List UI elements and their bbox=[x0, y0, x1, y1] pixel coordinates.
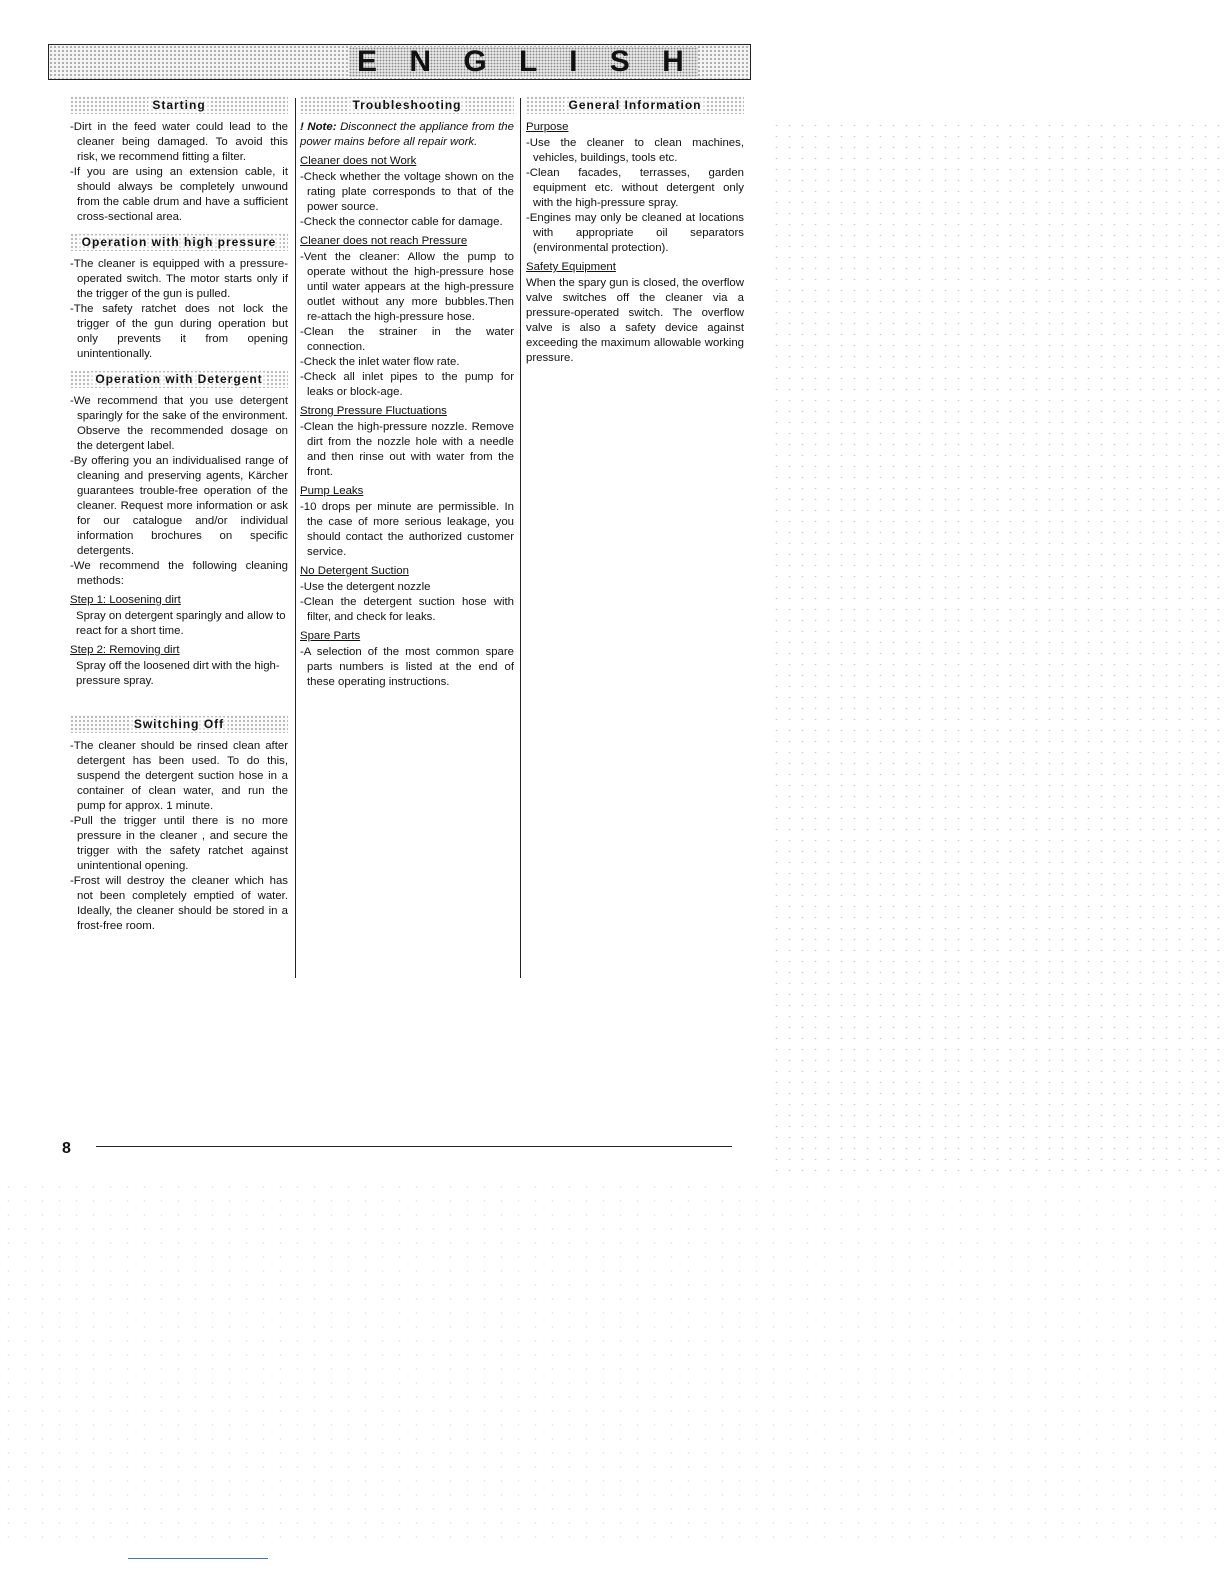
column-divider bbox=[520, 98, 521, 978]
list-item: -Clean the high-pressure nozzle. Remove dirt from the nozzle hole with a needle and then rinse out with water from the front. bbox=[300, 421, 514, 478]
safety-text: When the spary gun is closed, the overflow valve switches off the cleaner via a pressure-operated switch. The overflow valve is also a safety device against exceeding the maximum allowable working pressure. bbox=[526, 277, 744, 364]
subheading-not-work: Cleaner does not Work bbox=[300, 155, 417, 167]
footer-rule bbox=[96, 1146, 732, 1147]
list-item: -The safety ratchet does not lock the trigger of the gun during operation but only prevents it from opening unintentionally. bbox=[70, 303, 288, 360]
section-heading-switching-off: Switching Off bbox=[70, 715, 288, 733]
list-item: -We recommend that you use detergent sparingly for the sake of the environment. Observe the recommended dosage on the detergent label. bbox=[70, 395, 288, 452]
bottom-underline bbox=[128, 1558, 268, 1559]
subheading-spare-parts: Spare Parts bbox=[300, 630, 361, 642]
scan-noise bbox=[0, 1180, 1224, 1540]
column-middle bbox=[300, 96, 514, 690]
list-item: -Clean the detergent suction hose with filter, and check for leaks. bbox=[300, 596, 514, 623]
list-item: -Vent the cleaner: Allow the pump to operate without the high-pressure hose until water appears at the high-pressure outlet without any more bubbles.Then re-attach the high-pressure hose. bbox=[300, 251, 514, 323]
list-item: -The cleaner is equipped with a pressure-operated switch. The motor starts only if the trigger of the gun is pulled. bbox=[70, 258, 288, 300]
subheading-no-suction: No Detergent Suction bbox=[300, 565, 409, 577]
list-item: -The cleaner should be rinsed clean after detergent has been used. To do this, suspend the detergent suction hose in a container of clean water, and run the pump for approx. 1 minute. bbox=[70, 740, 288, 812]
step-1-heading: Step 1: Loosening dirt bbox=[70, 594, 181, 606]
subheading-fluctuations: Strong Pressure Fluctuations bbox=[300, 405, 447, 417]
list-item: -Clean the strainer in the water connection. bbox=[300, 326, 514, 353]
note bbox=[300, 120, 514, 150]
subheading-safety-equipment: Safety Equipment bbox=[526, 261, 616, 273]
note-text: Disconnect the appliance from the power mains before all repair work. bbox=[300, 121, 514, 148]
scan-noise bbox=[770, 120, 1224, 1180]
list-item: -If you are using an extension cable, it should always be completely unwound from the cable drum and have a sufficient cross-sectional area. bbox=[70, 166, 288, 223]
list-item: -Check the connector cable for damage. bbox=[300, 216, 503, 228]
section-heading-starting: Starting bbox=[70, 96, 288, 114]
section-heading-detergent: Operation with Detergent bbox=[70, 370, 288, 388]
page-number: 8 bbox=[62, 1140, 71, 1157]
list-item: -Use the cleaner to clean machines, vehicles, buildings, tools etc. bbox=[526, 137, 744, 164]
list-item: -Dirt in the feed water could lead to the cleaner being damaged. To avoid this risk, we recommend fitting a filter. bbox=[70, 121, 288, 163]
column-right bbox=[526, 96, 744, 370]
note-label: ! Note: bbox=[300, 121, 337, 133]
list-item: -A selection of the most common spare parts numbers is listed at the end of these operating instructions. bbox=[300, 646, 514, 688]
list-item: -10 drops per minute are permissible. In the case of more serious leakage, you should contact the authorized customer service. bbox=[300, 501, 514, 558]
list-item: -Use the detergent nozzle bbox=[300, 581, 431, 593]
column-left bbox=[70, 96, 288, 934]
list-item: -Engines may only be cleaned at locations with appropriate oil separators (environmental protection). bbox=[526, 212, 744, 254]
section-heading-general: General Information bbox=[526, 96, 744, 114]
list-item: -By offering you an individualised range of cleaning and preserving agents, Kärcher guarantees trouble-free operation of the cleaner. Request more information or ask for our catalogue and/or individual information brochures on specific detergents. bbox=[70, 455, 288, 557]
language-label: E N G L I S H bbox=[349, 47, 698, 77]
step-2-text: Spray off the loosened dirt with the high-pressure spray. bbox=[76, 660, 280, 687]
list-item: -Check all inlet pipes to the pump for leaks or block-age. bbox=[300, 371, 514, 398]
list-item: -Check the inlet water flow rate. bbox=[300, 356, 460, 368]
subheading-purpose: Purpose bbox=[526, 121, 569, 133]
section-heading-high-pressure: Operation with high pressure bbox=[70, 233, 288, 251]
subheading-pump-leaks: Pump Leaks bbox=[300, 485, 364, 497]
step-2-heading: Step 2: Removing dirt bbox=[70, 644, 180, 656]
list-item: -We recommend the following cleaning methods: bbox=[70, 560, 288, 587]
list-item: -Check whether the voltage shown on the rating plate corresponds to that of the power source. bbox=[300, 171, 514, 213]
column-divider bbox=[295, 98, 296, 978]
list-item: -Frost will destroy the cleaner which has not been completely emptied of water. Ideally, the cleaner should be stored in a frost-free room. bbox=[70, 875, 288, 932]
language-banner bbox=[48, 44, 751, 80]
list-item: -Pull the trigger until there is no more pressure in the cleaner , and secure the trigger with the safety ratchet against unintentional opening. bbox=[70, 815, 288, 872]
step-1-text: Spray on detergent sparingly and allow to react for a short time. bbox=[76, 610, 286, 637]
subheading-no-pressure: Cleaner does not reach Pressure bbox=[300, 235, 468, 247]
section-heading-troubleshooting: Troubleshooting bbox=[300, 96, 514, 114]
list-item: -Clean facades, terrasses, garden equipment etc. without detergent only with the high-pressure spray. bbox=[526, 167, 744, 209]
